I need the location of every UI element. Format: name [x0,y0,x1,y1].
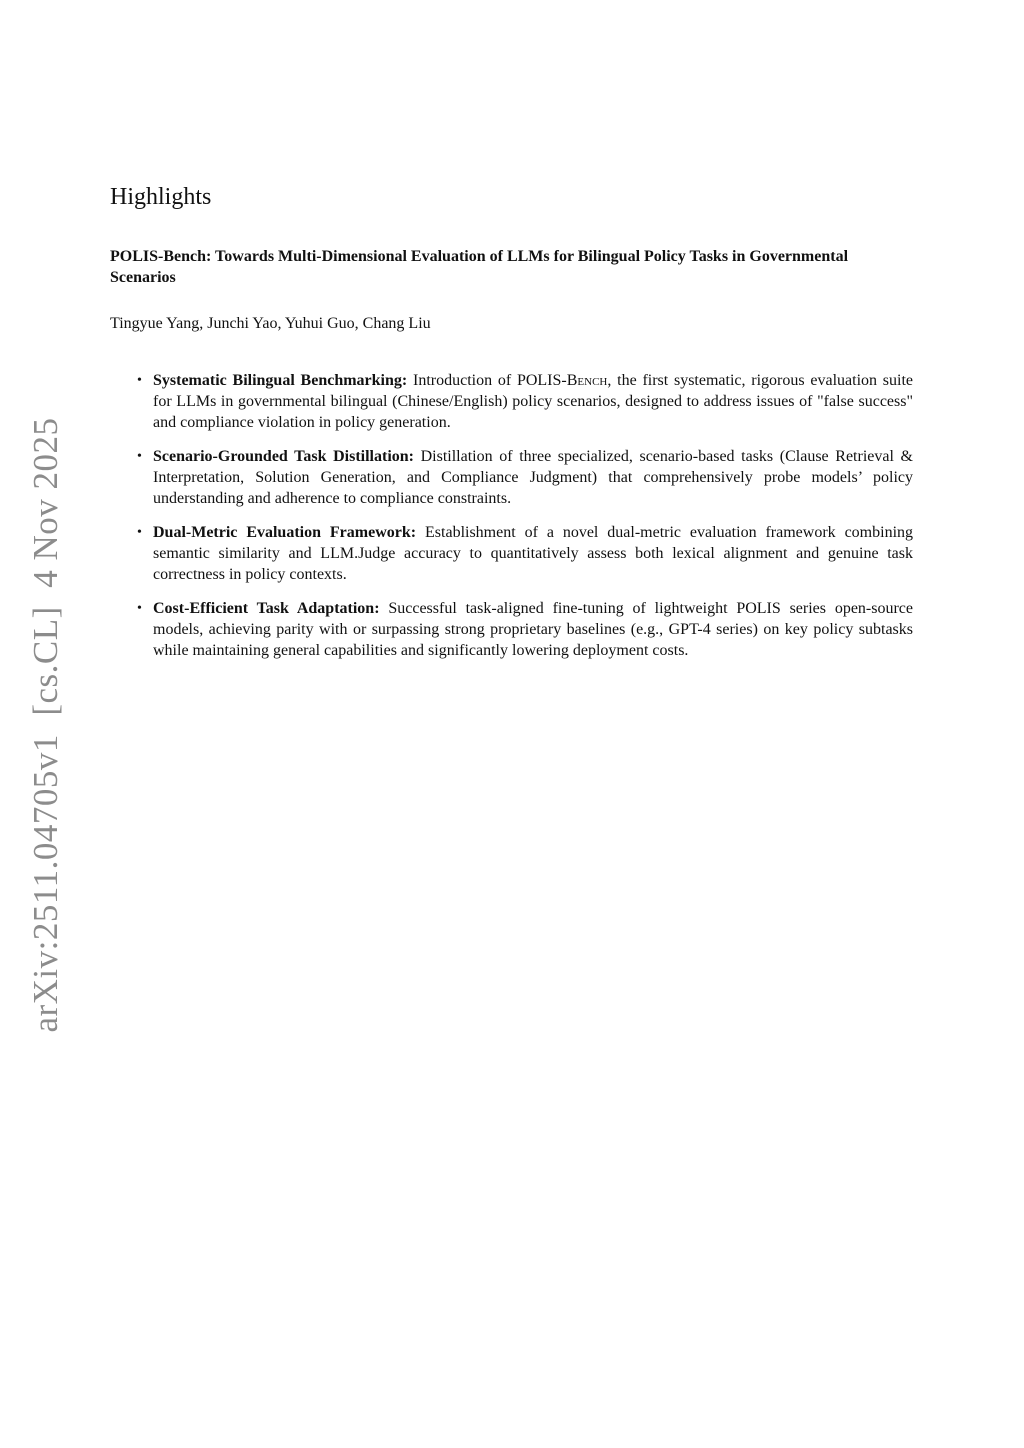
highlight-text-smallcaps: Bench [566,372,608,389]
bullet-icon: • [137,373,142,388]
highlight-text: Distillation of three specialized, scenario-based tasks (Clause Retrieval & Interpretation, Solution Generation, and Compliance Judgment) that comprehensively probe models’ policy understanding and adherence to compliance constraints. [153,448,913,507]
highlight-item-task-adaptation [137,598,914,661]
paper-title: POLIS-Bench: Towards Multi-Dimensional Evaluation of LLMs for Bilingual Policy Tasks in Governmental Scenarios [110,248,849,286]
arxiv-identifier-stamp: arXiv:2511.04705v1 [cs.CL] 4 Nov 2025 [26,417,65,1033]
highlights-list [137,370,914,674]
bullet-icon: • [137,601,142,616]
highlight-item-evaluation-framework [137,522,914,585]
highlight-lead: Systematic Bilingual Benchmarking: [153,372,408,389]
bullet-icon: • [137,449,142,464]
highlight-item-benchmarking [137,370,914,433]
highlight-text: Establishment of a novel dual-metric evaluation framework combining semantic similarity and LLM.Judge accuracy to quantitatively assess both lexical alignment and genuine task correctness in policy contexts. [153,524,914,583]
highlight-text: Introduction of POLIS- [407,372,567,389]
section-heading: Highlights [110,184,212,210]
highlight-lead: Cost-Efficient Task Adaptation: [153,600,380,617]
highlight-lead: Dual-Metric Evaluation Framework: [153,524,417,541]
bullet-icon: • [137,525,142,540]
highlight-text: , the first systematic, rigorous evaluation suite for LLMs in governmental bilingual (Chinese/English) policy scenarios, designed to address issues of "false success" and compliance violation in policy generation. [153,372,914,431]
highlight-lead: Scenario-Grounded Task Distillation: [153,448,414,465]
highlight-text: Successful task-aligned fine-tuning of lightweight POLIS series open-source models, achieving parity with or surpassing strong proprietary baselines (e.g., GPT-4 series) on key policy subtasks while maintaining general capabilities and significantly lowering deployment costs. [153,600,914,659]
highlight-item-task-distillation [137,446,913,509]
author-list: Tingyue Yang, Junchi Yao, Yuhui Guo, Chang Liu [110,315,431,332]
